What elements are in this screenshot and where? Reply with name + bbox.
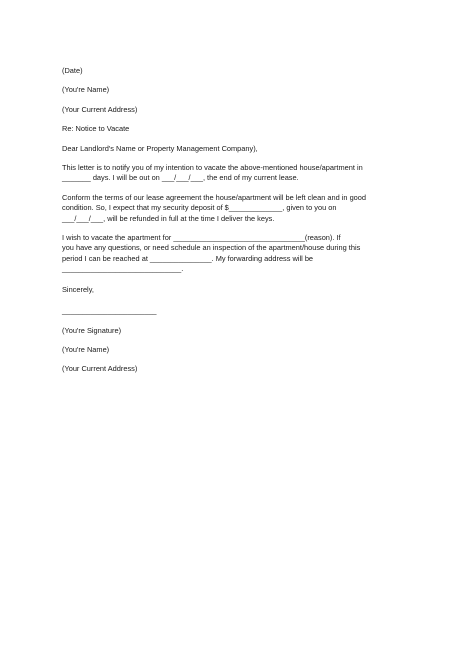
signature-placeholder: (You're Signature) [62, 325, 122, 335]
paragraph-line: you have any questions, or need schedule an inspection of the apartment/house during this [62, 243, 361, 253]
sender-address: (Your Current Address) [62, 104, 138, 114]
date-line: (Date) [62, 66, 83, 75]
closing: Sincerely, [62, 284, 94, 294]
paragraph-line: _____________________________. [62, 264, 184, 274]
deposit-paragraph [62, 193, 422, 224]
reason-paragraph [62, 233, 422, 275]
paragraph-line: This letter is to notify you of my intention to vacate the above-mentioned house/apartment in [62, 163, 363, 173]
paragraph-line: Conform the terms of our lease agreement the house/apartment will be left clean and in good [62, 192, 367, 202]
sender-name: (You're Name) [62, 85, 110, 95]
salutation: Dear Landlord's Name or Property Management Company), [62, 143, 258, 153]
paragraph-line: ___/___/___, will be refunded in full at the time I deliver the keys. [62, 213, 275, 223]
notification-paragraph [62, 163, 422, 184]
paragraph-line: I wish to vacate the apartment for ________________________________(reason). If [62, 233, 341, 243]
signer-address: (Your Current Address) [62, 364, 138, 374]
notice-letter [62, 66, 422, 375]
paragraph-line: period I can be reached at _______________. My forwarding address will be [62, 253, 314, 263]
signature-line: _______________________ [62, 306, 157, 316]
paragraph-line: condition. So, I expect that my security deposit of $_____________, given to you on [62, 203, 337, 213]
subject-line: Re: Notice to Vacate [62, 124, 130, 134]
signer-name: (You're Name) [62, 344, 110, 354]
paragraph-line: _______ days. I will be out on ___/___/___, the end of my current lease. [62, 173, 299, 183]
